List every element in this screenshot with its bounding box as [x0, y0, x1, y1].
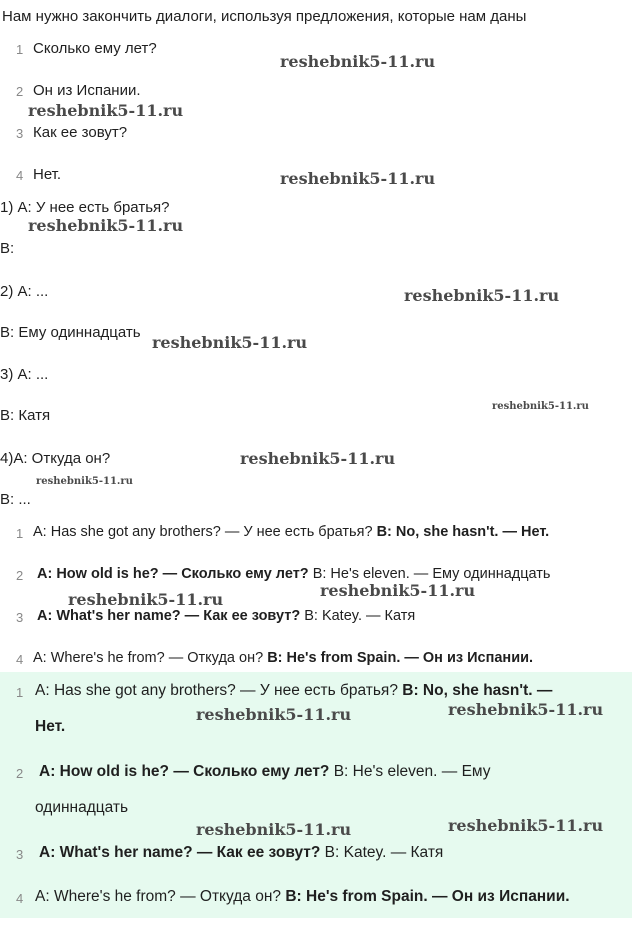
watermark: reshebnik5-11.ru [68, 590, 224, 609]
watermark: reshebnik5-11.ru [28, 101, 184, 120]
dialogue-1-b: В: [0, 240, 15, 257]
answer-1-reply: B: No, she hasn't. — Нет. [376, 524, 550, 540]
highlight-3-reply: B: Katey. — Катя [324, 844, 444, 861]
given-number-4: 4 [16, 168, 24, 183]
highlight-1-line-1 [35, 682, 552, 700]
answer-4 [33, 650, 533, 666]
dialogue-3-b: В: Катя [0, 407, 51, 424]
highlight-2-line-2: одиннадцать [35, 799, 129, 816]
watermark: reshebnik5-11.ru [448, 700, 604, 719]
highlight-1-question: A: Has she got any brothers? — У нее есть братья? [35, 682, 398, 699]
answer-3-question: A: What's her name? — Как ее зовут? [37, 608, 301, 624]
watermark: reshebnik5-11.ru [28, 216, 184, 235]
answer-2 [37, 566, 551, 582]
answer-number-4: 4 [16, 652, 24, 667]
watermark: reshebnik5-11.ru [404, 286, 560, 305]
answer-3 [37, 608, 415, 624]
highlight-2-question: A: How old is he? — Сколько ему лет? [39, 763, 330, 780]
dialogue-4-b: В: ... [0, 491, 31, 508]
given-number-3: 3 [16, 126, 24, 141]
highlight-1-line-2: Нет. [35, 718, 66, 735]
answer-2-question: A: How old is he? — Сколько ему лет? [37, 566, 309, 582]
highlight-4-reply: B: He's from Spain. — Он из Испании. [285, 888, 570, 905]
answer-number-3: 3 [16, 610, 24, 625]
watermark: reshebnik5-11.ru [280, 52, 436, 71]
answer-number-1: 1 [16, 526, 24, 541]
watermark: reshebnik5-11.ru [492, 401, 589, 412]
given-number-2: 2 [16, 84, 24, 99]
highlight-4 [35, 888, 570, 906]
answer-4-reply: B: He's from Spain. — Он из Испании. [267, 650, 534, 666]
dialogue-4-a: 4)А: Откуда он? [0, 450, 111, 467]
watermark: reshebnik5-11.ru [240, 449, 396, 468]
highlight-2-reply: B: He's eleven. — Ему [333, 763, 491, 780]
given-item-2: Он из Испании. [33, 82, 141, 99]
answer-3-reply: B: Katey. — Катя [304, 608, 416, 624]
answer-4-question: A: Where's he from? — Откуда он? [33, 650, 264, 666]
answer-2-reply: B: He's eleven. — Ему одиннадцать [312, 566, 551, 582]
watermark: reshebnik5-11.ru [448, 816, 604, 835]
highlight-2-line-1 [39, 763, 491, 781]
highlight-4-question: A: Where's he from? — Откуда он? [35, 888, 282, 905]
highlight-number-4: 4 [16, 891, 24, 906]
dialogue-3-a: 3) А: ... [0, 366, 49, 383]
highlight-number-2: 2 [16, 766, 24, 781]
answer-1 [33, 524, 549, 540]
dialogue-1-a: 1) А: У нее есть братья? [0, 199, 170, 216]
watermark: reshebnik5-11.ru [196, 705, 352, 724]
highlight-1-reply: B: No, she hasn't. — [402, 682, 553, 699]
highlight-number-3: 3 [16, 847, 24, 862]
highlight-3 [39, 844, 443, 862]
highlight-number-1: 1 [16, 685, 24, 700]
task-title: Нам нужно закончить диалоги, используя предложения, которые нам даны [2, 8, 527, 25]
dialogue-2-a: 2) А: ... [0, 283, 49, 300]
given-item-4: Нет. [33, 166, 62, 183]
given-item-3: Как ее зовут? [33, 124, 128, 141]
watermark: reshebnik5-11.ru [320, 581, 476, 600]
watermark: reshebnik5-11.ru [36, 476, 133, 487]
watermark: reshebnik5-11.ru [280, 169, 436, 188]
watermark: reshebnik5-11.ru [196, 820, 352, 839]
dialogue-2-b: В: Ему одиннадцать [0, 324, 141, 341]
given-item-1: Сколько ему лет? [33, 40, 157, 57]
highlight-3-question: A: What's her name? — Как ее зовут? [39, 844, 321, 861]
answer-1-question: A: Has she got any brothers? — У нее есть братья? [33, 524, 373, 540]
answer-number-2: 2 [16, 568, 24, 583]
given-number-1: 1 [16, 42, 24, 57]
watermark: reshebnik5-11.ru [152, 333, 308, 352]
